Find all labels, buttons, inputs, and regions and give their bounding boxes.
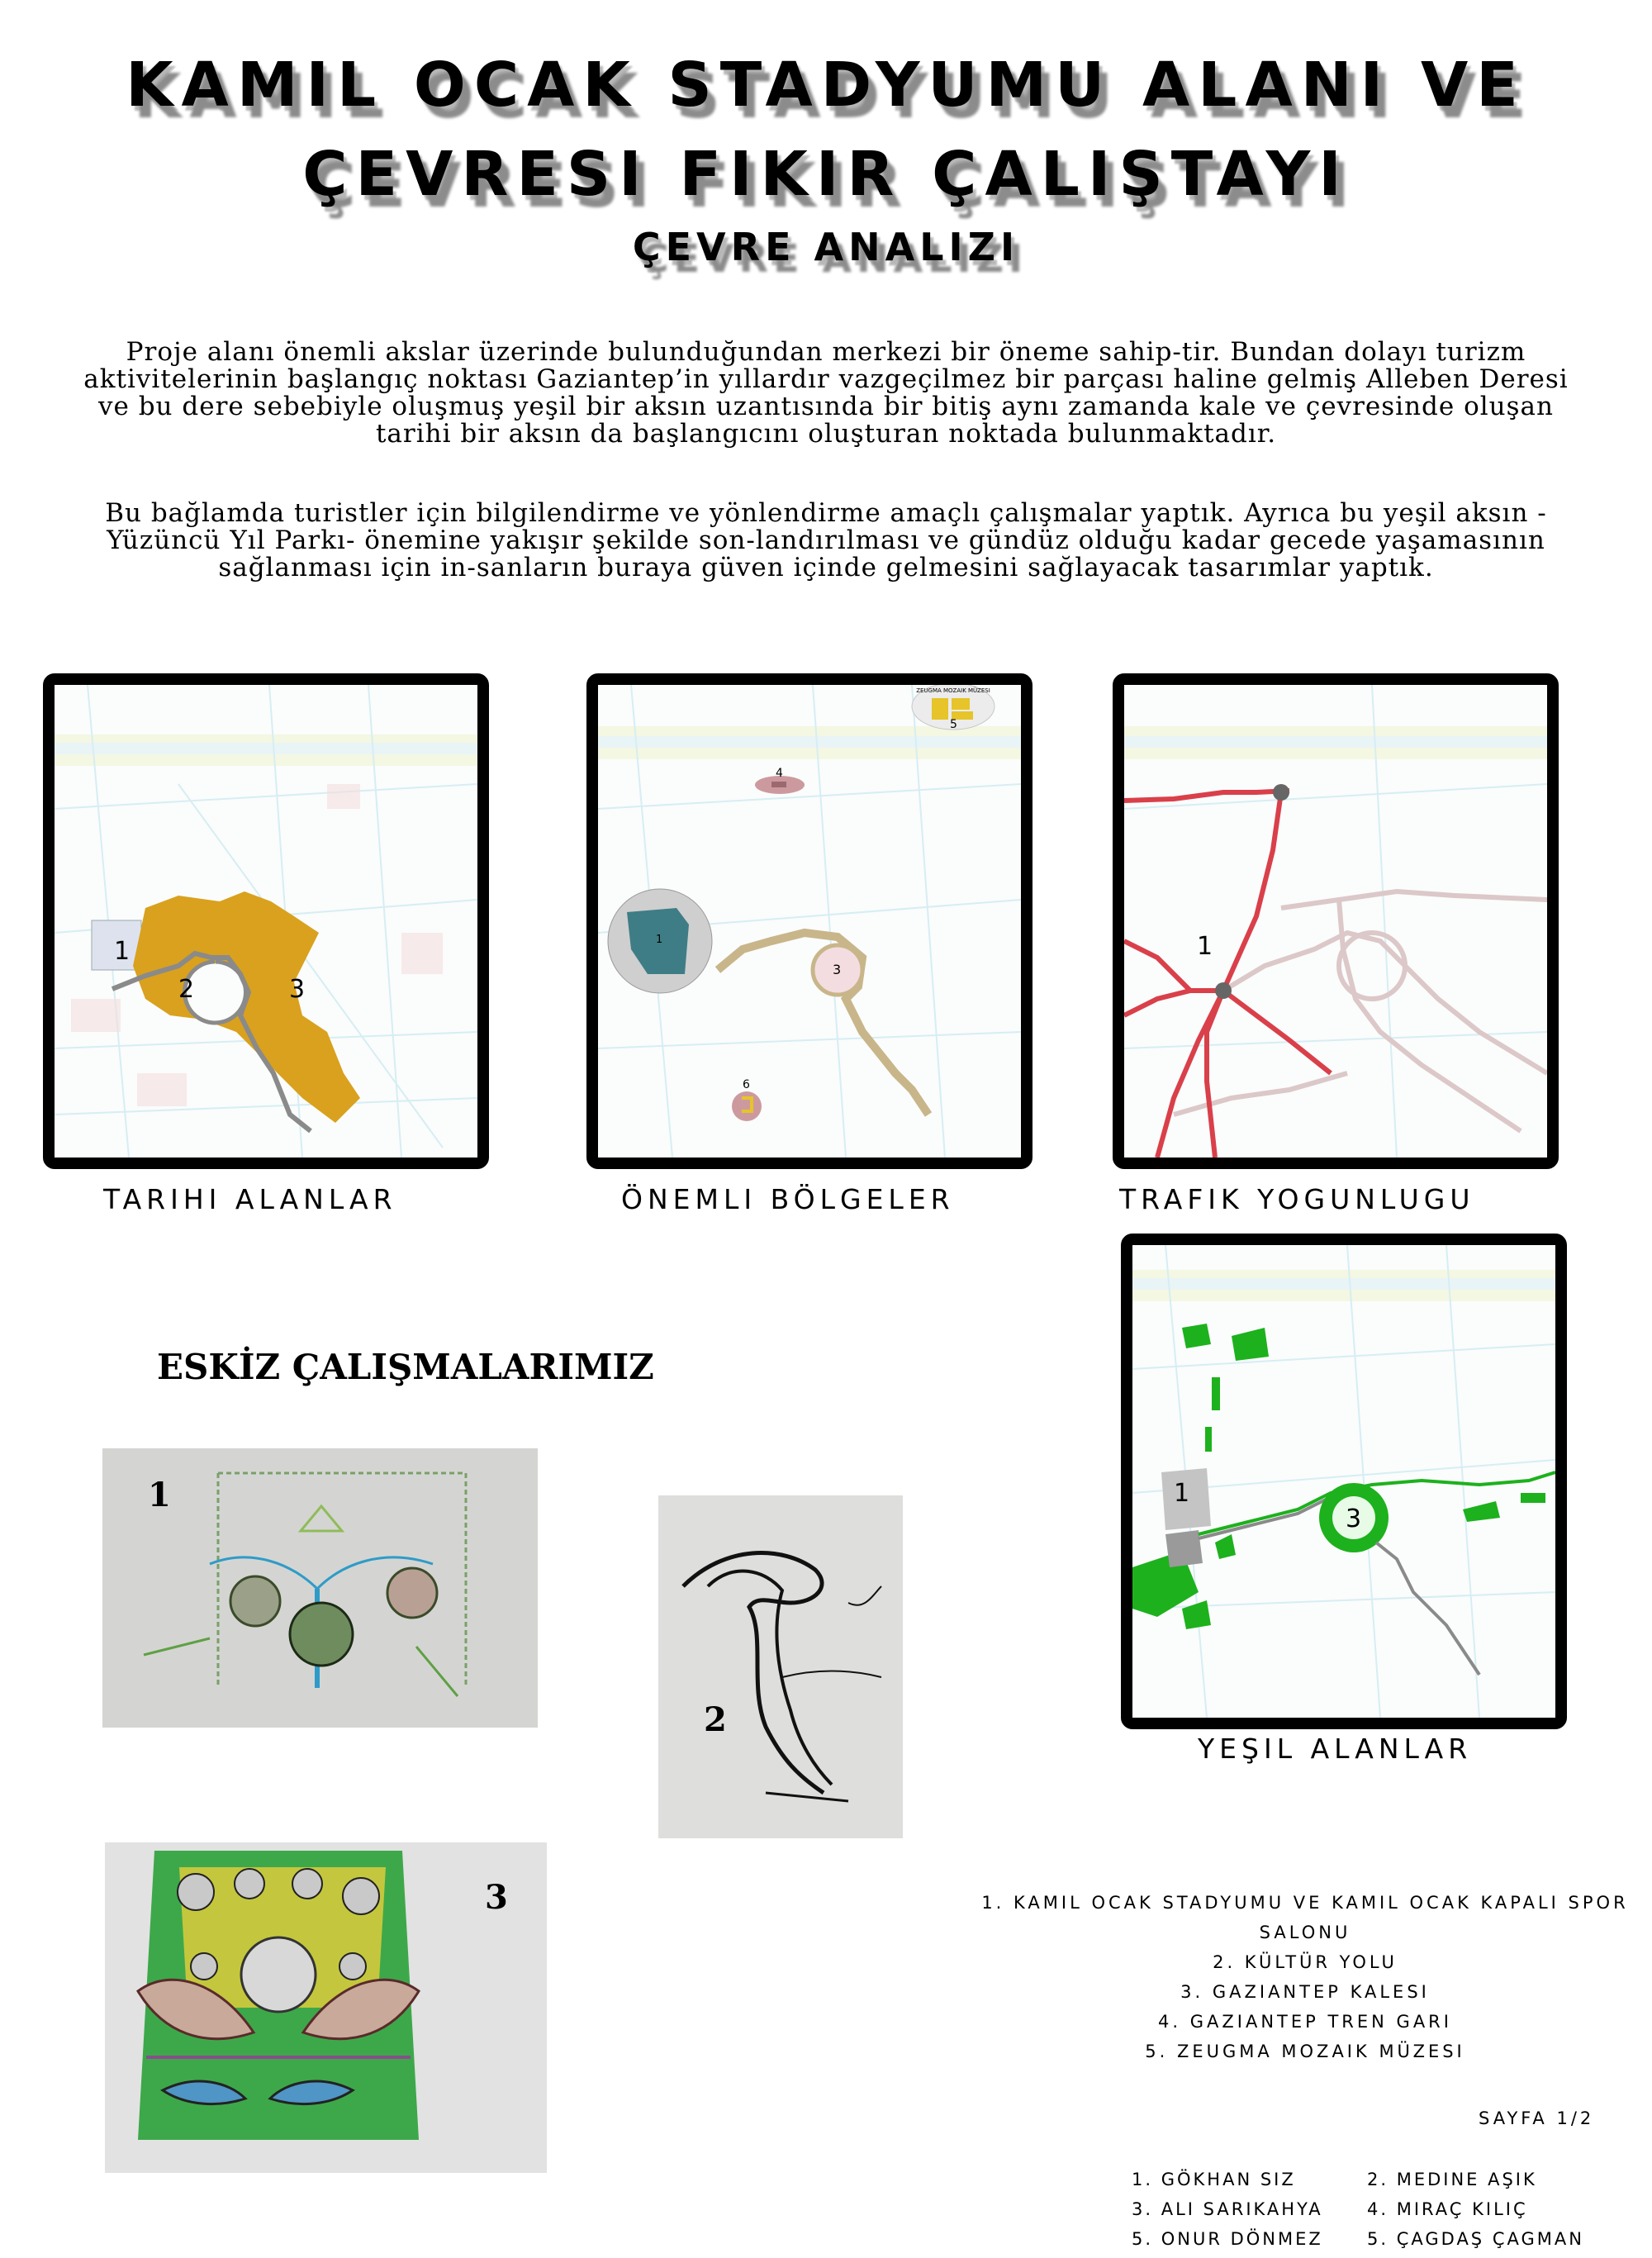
intro-paragraph-2: Bu bağlamda turistler için bilgilendirme ve yönlendirme amaçlı çalışmalar yaptık. Ayrıca bu yeşil aksın -Yüzüncü Yıl Parkı- önemine yakışır şekilde son-landırılması ve gündüz olduğu kadar gecede yaşamasının sağlanması için in-sanların buraya güven içinde gelmesini sağlayacak tasarımlar yaptık. [105,498,1547,582]
map-historic-areas [43,673,489,1169]
sketch-number-3: 3 [485,1878,508,1917]
map-important-regions [586,673,1032,1169]
historic-label-1: 1 [114,937,131,966]
sketch-number-2: 2 [704,1700,727,1739]
authors-list [1132,2165,1584,2254]
author: 4. MIRAÇ KILIÇ [1367,2199,1528,2219]
sketches-heading: ESKİZ ÇALIŞMALARIMIZ [157,1347,654,1387]
sketch-photo-1 [102,1448,538,1728]
page-title: KAMIL OCAK STADYUMU ALANI VE [126,50,1526,121]
traffic-label-1: 1 [1197,932,1213,961]
important-label-3: 3 [833,962,842,977]
green-label-1: 1 [1174,1479,1190,1508]
legend-item-4: 4. GAZIANTEP TREN GARI [1158,2012,1452,2032]
legend-item-2: 2. KÜLTÜR YOLU [1213,1952,1398,1972]
page-number: SAYFA 1/2 [1479,2108,1595,2128]
legend-item-5: 5. ZEUGMA MOZAIK MÜZESI [1145,2042,1465,2061]
sketch-photo-3 [105,1842,547,2173]
author: 3. ALI SARIKAHYA [1132,2199,1323,2219]
author: 5. ÇAGDAŞ ÇAGMAN [1367,2229,1584,2249]
caption-important: ÖNEMLI BÖLGELER [621,1183,955,1215]
historic-label-3: 3 [289,975,306,1004]
important-label-4: 4 [776,767,783,780]
legend-item-1: 1. KAMIL OCAK STADYUMU VE KAMIL OCAK KAPALI SPOR SALONU [981,1893,1629,1942]
author: 1. GÖKHAN SIZ [1132,2170,1296,2189]
page-title-line2: ÇEVRESI FIKIR ÇALIŞTAYI [302,139,1350,210]
legend [966,1888,1644,2066]
important-label-5: 5 [950,718,957,731]
map-green-areas [1121,1234,1567,1729]
caption-historic: TARIHI ALANLAR [103,1183,397,1215]
green-label-3: 3 [1346,1505,1362,1533]
intro-paragraph-1: Proje alanı önemli akslar üzerinde bulunduğundan merkezi bir öneme sahip-tir. Bundan dolayı turizm aktivitelerinin başlangıç noktası Gaziantep’in yıllardır vazgeçilmez bir parçası haline gelmiş Alleben Deresi ve bu dere sebebiyle oluşmuş yeşil bir aksın uzantısında bir bitiş aynı zamanda kale ve çevresinde oluşan tarihi bir aksın da başlangıcını oluşturan noktada bulunmaktadır. [83,337,1569,449]
caption-green: YEŞIL ALANLAR [1198,1733,1473,1765]
page-subtitle: ÇEVRE ANALIZI [632,225,1020,269]
author: 2. MEDINE AŞIK [1367,2170,1537,2189]
author: 5. ONUR DÖNMEZ [1132,2229,1323,2249]
museum-label: ZEUGMA MOZAIK MÜZESI [916,687,990,694]
historic-label-2: 2 [178,975,195,1004]
caption-traffic: TRAFIK YOGUNLUGU [1119,1183,1475,1215]
legend-item-3: 3. GAZIANTEP KALESI [1180,1982,1430,2002]
sketch-number-1: 1 [148,1476,171,1514]
important-label-6: 6 [743,1078,750,1091]
important-label-1: 1 [656,934,663,946]
sketch-photo-2 [658,1495,903,1838]
map-traffic-density [1113,673,1559,1169]
